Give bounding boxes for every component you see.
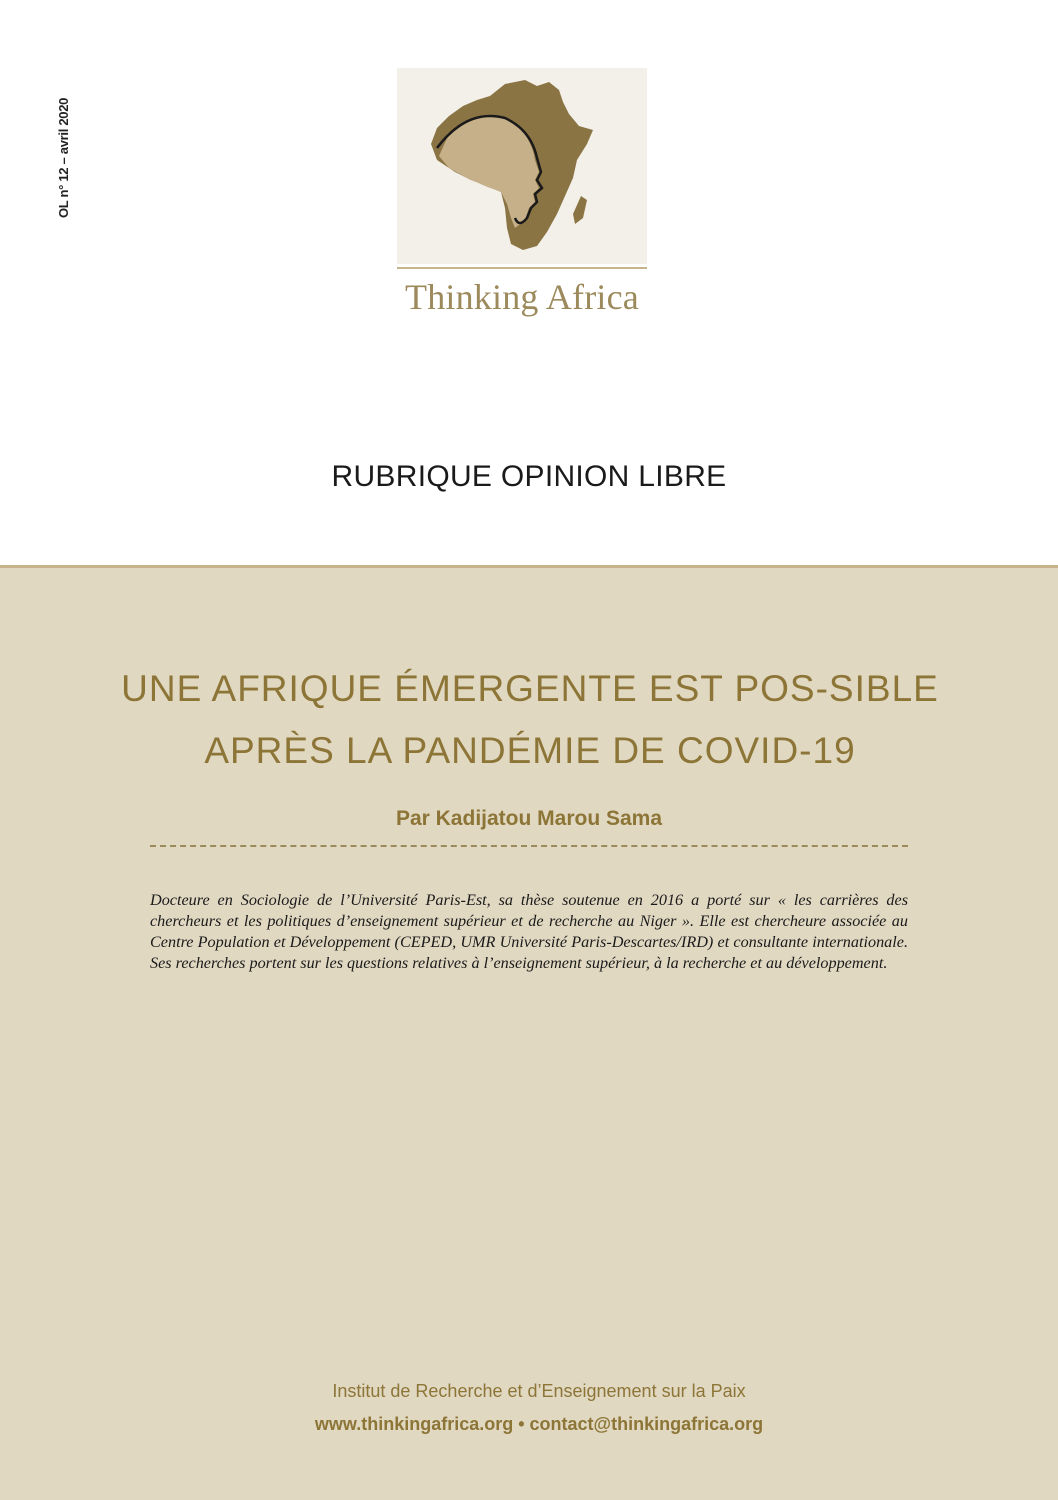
africa-profile-icon <box>397 68 647 268</box>
dashed-divider <box>150 845 908 847</box>
institute-name: Institut de Recherche et d’Enseignement sur la Paix <box>332 1381 746 1401</box>
article-panel <box>0 565 1058 1500</box>
logo-divider <box>397 267 647 269</box>
author-bio: Docteure en Sociologie de l’Université Paris-Est, sa thèse soutenue en 2016 a porté sur « les carrières des chercheurs et les politiques d’enseignement supérieur et de recherche au Niger ». Elle est chercheure associée au Centre Population et Développement (CEPED, UMR Université Paris-Descartes/IRD) et consultante internationale. Ses recherches portent sur les questions relatives à l’enseignement supérieur, à la recherche et au développement. <box>150 891 908 972</box>
article-author: Par Kadijatou Marou Sama <box>395 807 663 830</box>
madagascar-shape <box>573 196 587 224</box>
contact-links[interactable]: www.thinkingafrica.org • contact@thinkingafrica.org <box>314 1414 764 1434</box>
section-heading: RUBRIQUE OPINION LIBRE <box>331 460 727 493</box>
logo-text: Thinking Africa <box>405 277 639 317</box>
issue-label: OL n° 12 – avril 2020 <box>56 97 71 218</box>
thinking-africa-logo <box>397 68 647 328</box>
article-title: UNE AFRIQUE ÉMERGENTE EST POS-SIBLE APRÈS LA PANDÉMIE DE COVID-19 <box>121 668 939 771</box>
